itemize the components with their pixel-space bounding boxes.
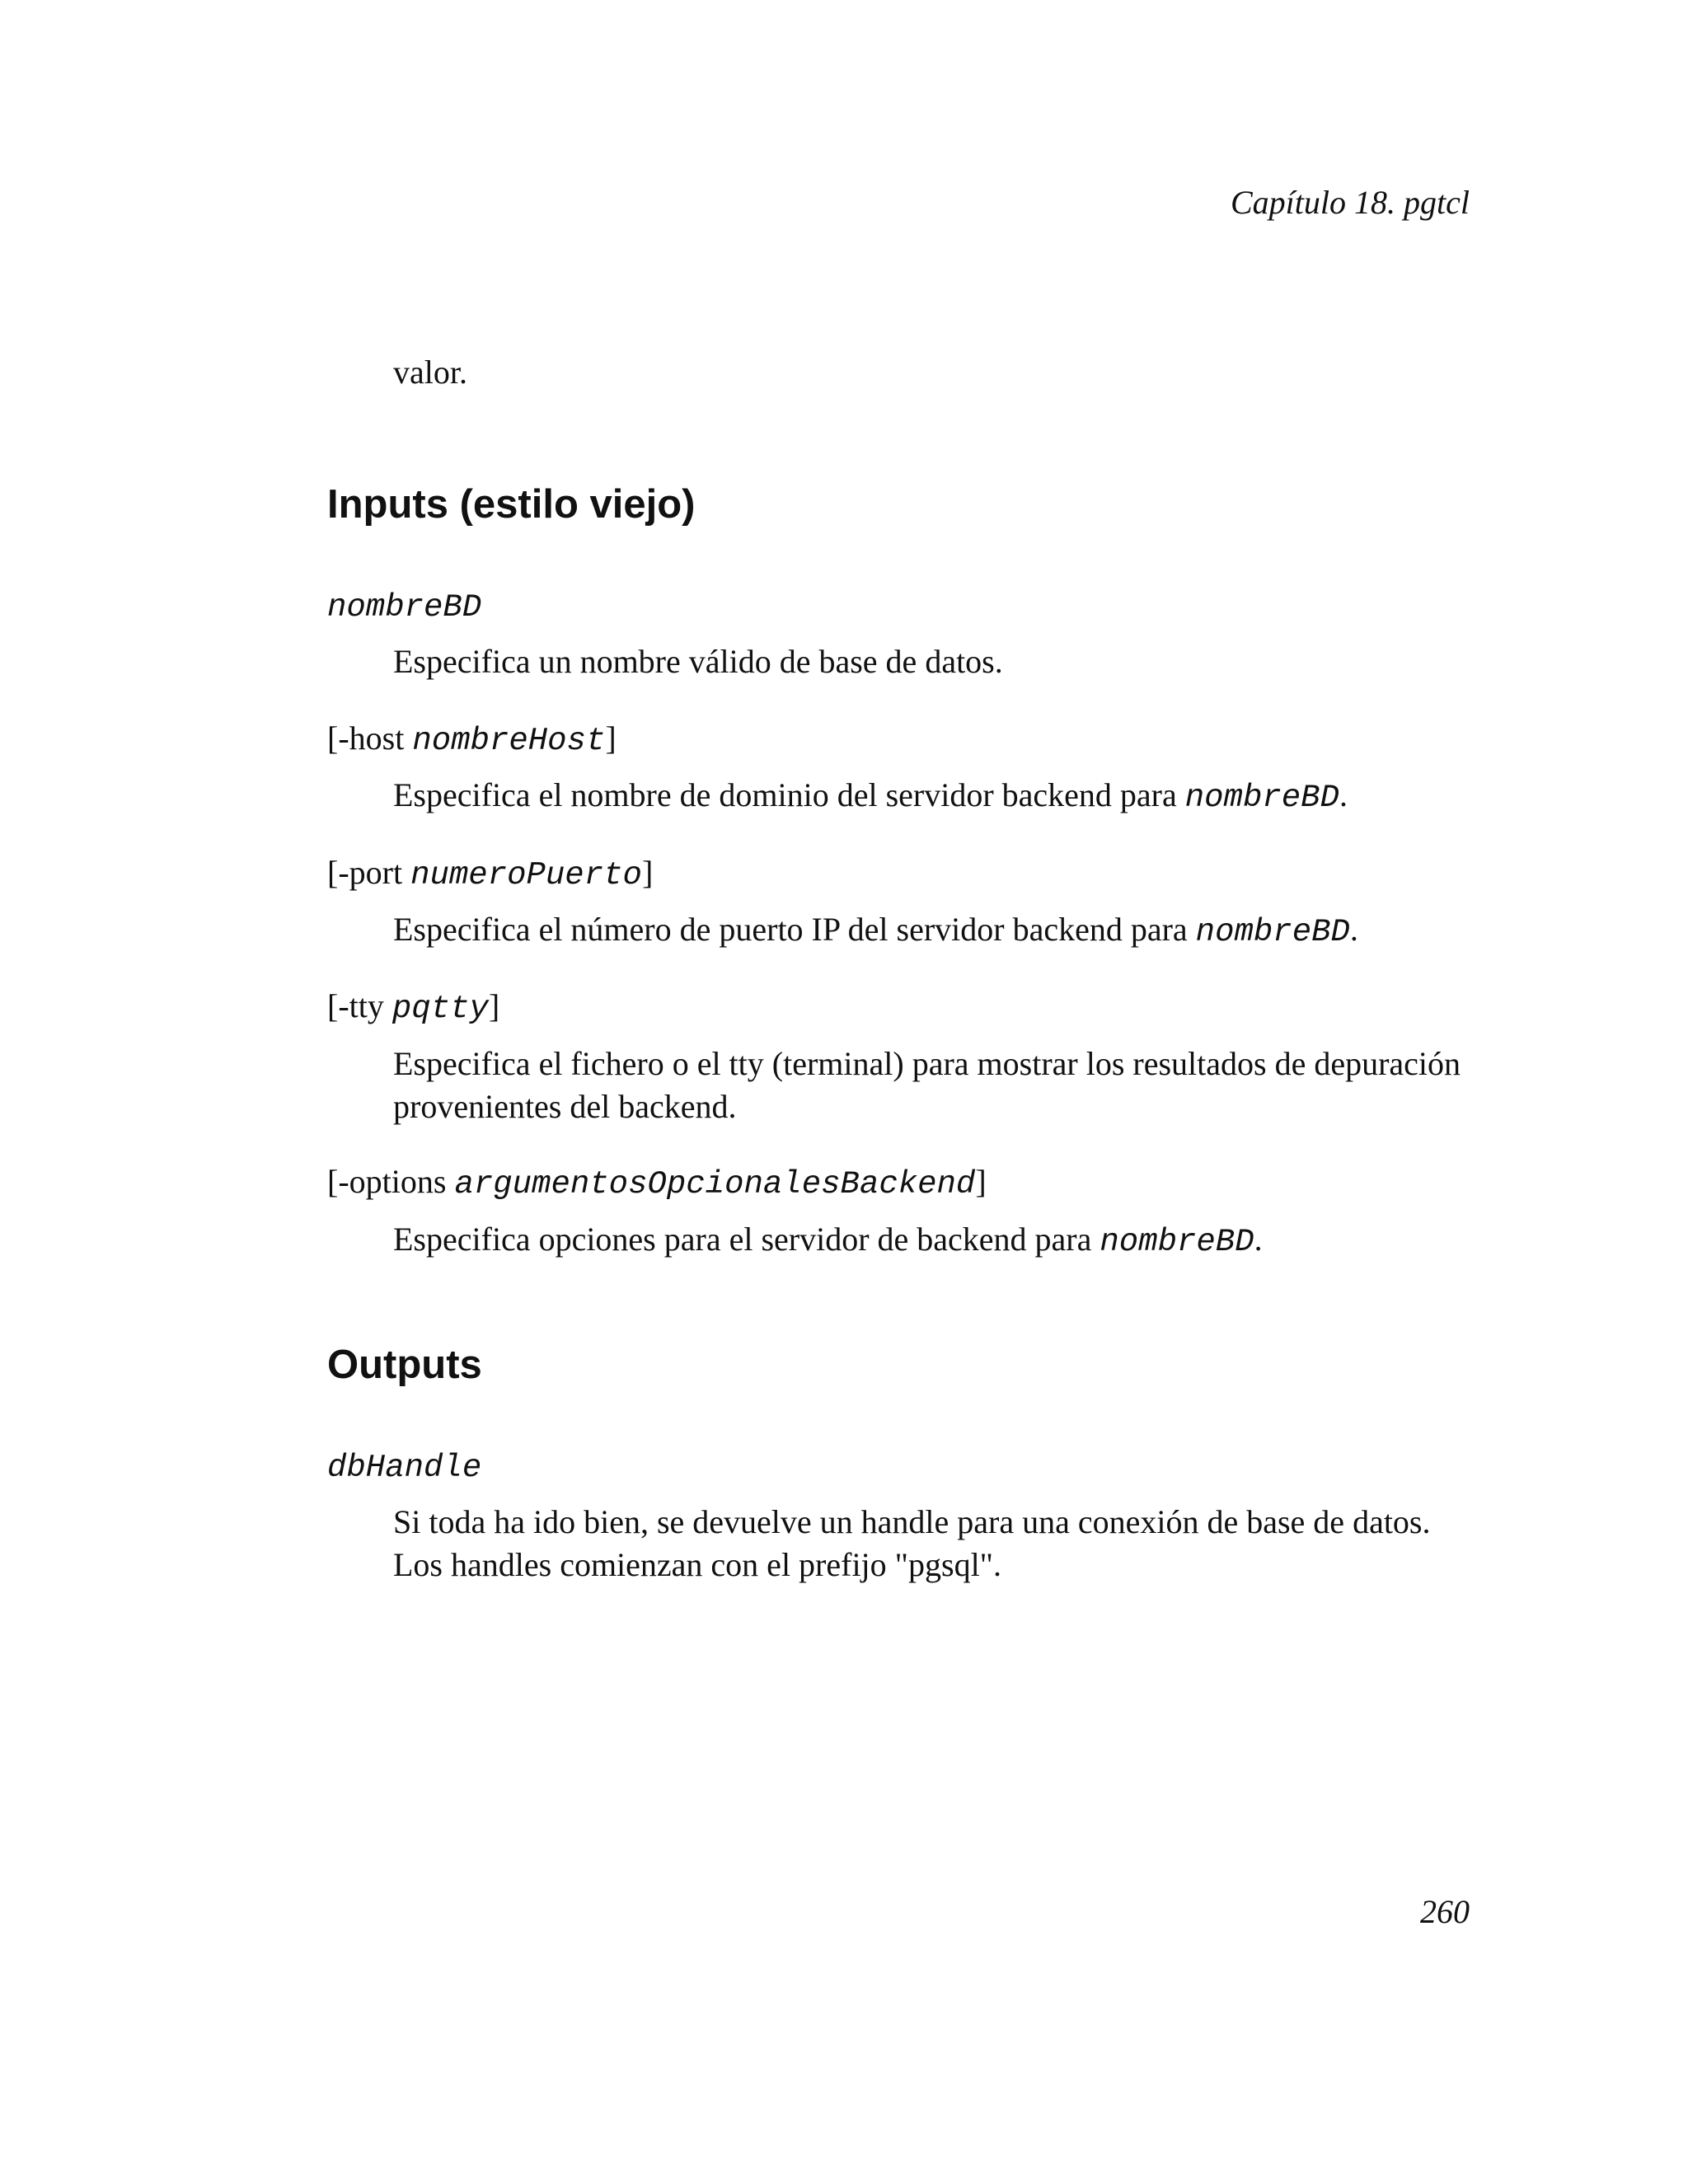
desc-end: . bbox=[1349, 911, 1358, 948]
desc-text: Especifica opciones para el servidor de backend para bbox=[393, 1221, 1100, 1258]
term-param: numeroPuerto bbox=[410, 857, 642, 893]
desc-text: Si toda ha ido bien, se devuelve un handle para una conexión de base de datos. Los handles comienzan con el prefijo "pgsql". bbox=[393, 1503, 1431, 1583]
desc-host bbox=[393, 774, 1481, 819]
term-tty bbox=[327, 987, 500, 1027]
desc-dbhandle bbox=[393, 1501, 1481, 1589]
term-prefix: [-tty bbox=[327, 987, 392, 1024]
desc-options bbox=[393, 1218, 1481, 1263]
section-title-outputs: Outputs bbox=[327, 1343, 482, 1387]
desc-end: . bbox=[1339, 776, 1348, 813]
desc-text: Especifica el fichero o el tty (terminal) para mostrar los resultados de depuración provenientes del backend. bbox=[393, 1045, 1461, 1125]
term-param: pqtty bbox=[392, 991, 489, 1027]
desc-text: Especifica un nombre válido de base de datos. bbox=[393, 643, 1003, 680]
term-prefix: [-options bbox=[327, 1163, 455, 1200]
term-param: argumentosOpcionalesBackend bbox=[454, 1166, 976, 1202]
desc-end: . bbox=[1254, 1221, 1263, 1258]
term-param: dbHandle bbox=[327, 1450, 482, 1486]
term-suffix: ] bbox=[975, 1163, 987, 1200]
term-prefix: [-port bbox=[327, 854, 411, 891]
term-suffix: ] bbox=[641, 854, 654, 891]
term-prefix: [-host bbox=[327, 719, 413, 757]
desc-param: nombreBD bbox=[1100, 1224, 1254, 1260]
section-title-inputs: Inputs (estilo viejo) bbox=[327, 482, 696, 527]
desc-param: nombreBD bbox=[1195, 914, 1350, 950]
term-options bbox=[327, 1165, 987, 1201]
term-nombrebd bbox=[327, 588, 481, 624]
term-dbhandle bbox=[327, 1449, 481, 1484]
term-param: nombreHost bbox=[412, 723, 606, 759]
desc-port bbox=[393, 908, 1481, 954]
running-header: Capítulo 18. pgtcl bbox=[1231, 184, 1470, 221]
page-number: 260 bbox=[1420, 1893, 1470, 1930]
term-port bbox=[327, 856, 653, 892]
desc-tty bbox=[393, 1043, 1481, 1131]
desc-param: nombreBD bbox=[1184, 780, 1339, 816]
desc-nombrebd bbox=[393, 640, 1481, 686]
desc-text: Especifica el nombre de dominio del servidor backend para bbox=[393, 776, 1185, 813]
term-host bbox=[327, 719, 617, 759]
desc-text: Especifica el número de puerto IP del servidor backend para bbox=[393, 911, 1196, 948]
term-param: nombreBD bbox=[327, 589, 482, 626]
term-suffix: ] bbox=[605, 719, 617, 757]
term-suffix: ] bbox=[488, 987, 500, 1024]
continuation-text: valor. bbox=[393, 354, 467, 391]
